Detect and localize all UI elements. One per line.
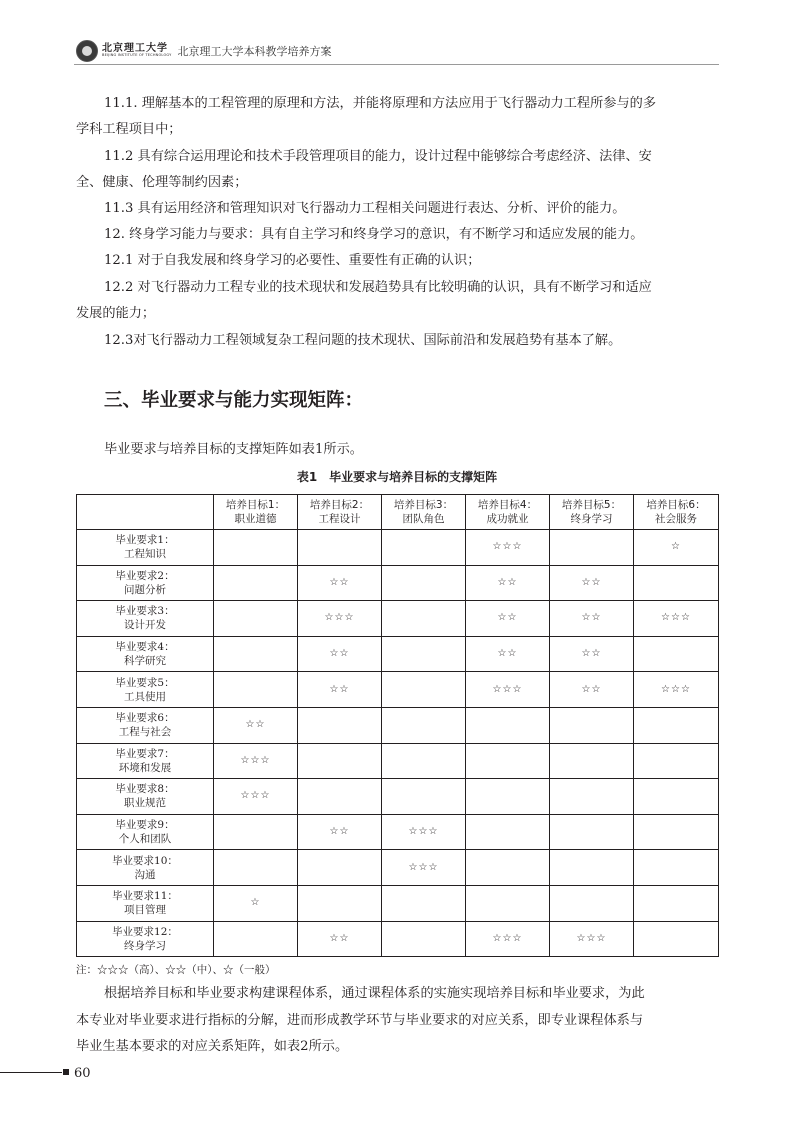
table-caption: 表1 毕业要求与培养目标的支撑矩阵 <box>296 470 498 484</box>
table-row <box>77 601 719 637</box>
rating-cell <box>466 743 550 779</box>
rating-cell <box>214 921 298 957</box>
rating-cell <box>382 530 466 566</box>
table-row <box>77 779 719 815</box>
table-header-row <box>77 495 719 530</box>
rating-cell <box>550 530 634 566</box>
rating-cell <box>214 814 298 850</box>
header-goal-2: 培养目标2： 工程设计 <box>298 495 382 530</box>
header-corner-cell <box>77 495 214 530</box>
requirement-label-cell: 毕业要求1： 工程知识 <box>77 530 214 566</box>
requirement-label-cell: 毕业要求7： 环境和发展 <box>77 743 214 779</box>
paragraph-11-1: 11.1. 理解基本的工程管理的原理和方法，并能将原理和方法应用于飞行器动力工程所参与的多 <box>104 96 657 111</box>
paragraph-12-2: 12.2 对飞行器动力工程专业的技术现状和发展趋势具有比较明确的认识，具有不断学习和适应 <box>104 280 652 295</box>
rating-cell: ☆☆☆ <box>214 779 298 815</box>
rating-cell: ☆☆ <box>466 565 550 601</box>
rating-cell: ☆☆ <box>298 672 382 708</box>
rating-cell <box>382 565 466 601</box>
table-row <box>77 743 719 779</box>
header-title: 北京理工大学本科教学培养方案 <box>177 45 332 58</box>
rating-cell: ☆☆ <box>298 636 382 672</box>
rating-cell: ☆☆☆ <box>298 601 382 637</box>
rating-cell <box>298 779 382 815</box>
rating-cell: ☆☆☆ <box>466 672 550 708</box>
rating-cell <box>298 743 382 779</box>
footer-rule <box>0 1072 62 1073</box>
paragraph-11-2-cont: 全、健康、伦理等制约因素； <box>76 175 248 190</box>
closing-paragraph-line-3: 毕业生基本要求的对应关系矩阵，如表2所示。 <box>76 1039 349 1054</box>
rating-cell <box>382 743 466 779</box>
rating-cell <box>382 707 466 743</box>
header-goal-6: 培养目标6： 社会服务 <box>634 495 719 530</box>
rating-cell <box>634 636 719 672</box>
rating-cell <box>466 779 550 815</box>
table-row <box>77 672 719 708</box>
rating-cell <box>634 779 719 815</box>
rating-cell <box>634 743 719 779</box>
table-row <box>77 814 719 850</box>
rating-cell: ☆ <box>214 885 298 921</box>
rating-cell <box>214 636 298 672</box>
rating-cell: ☆☆☆ <box>466 530 550 566</box>
requirement-label-cell: 毕业要求11： 项目管理 <box>77 885 214 921</box>
table-row <box>77 530 719 566</box>
rating-cell <box>634 921 719 957</box>
requirement-label-cell: 毕业要求8： 职业规范 <box>77 779 214 815</box>
paragraph-11-1-cont: 学科工程项目中； <box>76 122 182 137</box>
rating-cell: ☆☆ <box>298 921 382 957</box>
rating-cell <box>382 636 466 672</box>
page-number: 60 <box>74 1066 91 1081</box>
requirement-label-cell: 毕业要求3： 设计开发 <box>77 601 214 637</box>
table-note: 注：☆☆☆（高）、☆☆（中）、☆（一般） <box>76 964 276 976</box>
university-seal-icon <box>76 40 98 62</box>
rating-cell <box>382 921 466 957</box>
rating-cell <box>214 850 298 886</box>
rating-cell <box>550 814 634 850</box>
requirement-label-cell: 毕业要求10： 沟通 <box>77 850 214 886</box>
requirement-label-cell: 毕业要求5： 工具使用 <box>77 672 214 708</box>
rating-cell: ☆☆ <box>466 601 550 637</box>
rating-cell <box>634 885 719 921</box>
section-title: 三、毕业要求与能力实现矩阵： <box>104 390 364 411</box>
table-row <box>77 885 719 921</box>
rating-cell <box>298 850 382 886</box>
rating-cell <box>382 885 466 921</box>
rating-cell <box>550 707 634 743</box>
header-goal-5: 培养目标5： 终身学习 <box>550 495 634 530</box>
header-divider <box>74 64 719 65</box>
rating-cell: ☆☆ <box>466 636 550 672</box>
paragraph-12: 12. 终身学习能力与要求：具有自主学习和终身学习的意识，有不断学习和适应发展的能力。 <box>104 227 644 242</box>
support-matrix-table <box>76 494 719 957</box>
requirement-label-cell: 毕业要求4： 科学研究 <box>77 636 214 672</box>
rating-cell <box>214 530 298 566</box>
rating-cell <box>382 672 466 708</box>
rating-cell: ☆☆ <box>550 636 634 672</box>
rating-cell: ☆☆☆ <box>466 921 550 957</box>
university-logo <box>102 44 172 58</box>
rating-cell: ☆☆ <box>550 601 634 637</box>
requirement-label-cell: 毕业要求2： 问题分析 <box>77 565 214 601</box>
paragraph-12-3: 12.3对飞行器动力工程领域复杂工程问题的技术现状、国际前沿和发展趋势有基本了解。 <box>104 333 622 348</box>
table-intro: 毕业要求与培养目标的支撑矩阵如表1所示。 <box>104 442 363 457</box>
table-row <box>77 636 719 672</box>
table-body <box>77 530 719 957</box>
closing-paragraph-line-1: 根据培养目标和毕业要求构建课程体系，通过课程体系的实施实现培养目标和毕业要求，为此 <box>104 986 645 1001</box>
rating-cell: ☆☆☆ <box>382 850 466 886</box>
requirement-label-cell: 毕业要求6： 工程与社会 <box>77 707 214 743</box>
rating-cell <box>214 672 298 708</box>
rating-cell: ☆☆☆ <box>550 921 634 957</box>
rating-cell: ☆☆ <box>298 565 382 601</box>
rating-cell <box>550 779 634 815</box>
rating-cell <box>382 601 466 637</box>
rating-cell <box>214 601 298 637</box>
rating-cell <box>382 779 466 815</box>
table-row <box>77 850 719 886</box>
rating-cell <box>466 814 550 850</box>
rating-cell: ☆☆☆ <box>214 743 298 779</box>
page-header <box>76 40 332 62</box>
footer-square-mark <box>63 1069 69 1075</box>
rating-cell: ☆☆ <box>550 672 634 708</box>
rating-cell <box>466 885 550 921</box>
rating-cell <box>634 814 719 850</box>
table-row <box>77 921 719 957</box>
header-goal-4: 培养目标4： 成功就业 <box>466 495 550 530</box>
rating-cell <box>550 885 634 921</box>
rating-cell <box>550 850 634 886</box>
header-goal-1: 培养目标1： 职业道德 <box>214 495 298 530</box>
rating-cell: ☆☆ <box>298 814 382 850</box>
closing-paragraph-line-2: 本专业对毕业要求进行指标的分解，进而形成教学环节与毕业要求的对应关系，即专业课程体系与 <box>76 1013 644 1028</box>
rating-cell: ☆ <box>634 530 719 566</box>
table-row <box>77 565 719 601</box>
paragraph-11-3: 11.3 具有运用经济和管理知识对飞行器动力工程相关问题进行表达、分析、评价的能力。 <box>104 201 626 216</box>
requirement-label-cell: 毕业要求9： 个人和团队 <box>77 814 214 850</box>
rating-cell <box>634 707 719 743</box>
rating-cell <box>466 850 550 886</box>
rating-cell <box>466 707 550 743</box>
logo-chinese-name: 北京理工大学 <box>102 43 168 55</box>
requirement-label-cell: 毕业要求12： 终身学习 <box>77 921 214 957</box>
logo-english-name: BEIJING INSTITUTE OF TECHNOLOGY <box>102 53 172 58</box>
paragraph-12-2-cont: 发展的能力； <box>76 306 156 321</box>
rating-cell: ☆☆☆ <box>634 601 719 637</box>
rating-cell: ☆☆ <box>550 565 634 601</box>
paragraph-11-2: 11.2 具有综合运用理论和技术手段管理项目的能力，设计过程中能够综合考虑经济、法律、安 <box>104 149 652 164</box>
table-row <box>77 707 719 743</box>
rating-cell <box>634 565 719 601</box>
header-goal-3: 培养目标3： 团队角色 <box>382 495 466 530</box>
rating-cell <box>298 530 382 566</box>
rating-cell <box>214 565 298 601</box>
rating-cell <box>634 850 719 886</box>
rating-cell: ☆☆ <box>214 707 298 743</box>
rating-cell: ☆☆☆ <box>634 672 719 708</box>
rating-cell <box>298 885 382 921</box>
rating-cell: ☆☆☆ <box>382 814 466 850</box>
rating-cell <box>298 707 382 743</box>
paragraph-12-1: 12.1 对于自我发展和终身学习的必要性、重要性有正确的认识； <box>104 253 481 268</box>
rating-cell <box>550 743 634 779</box>
